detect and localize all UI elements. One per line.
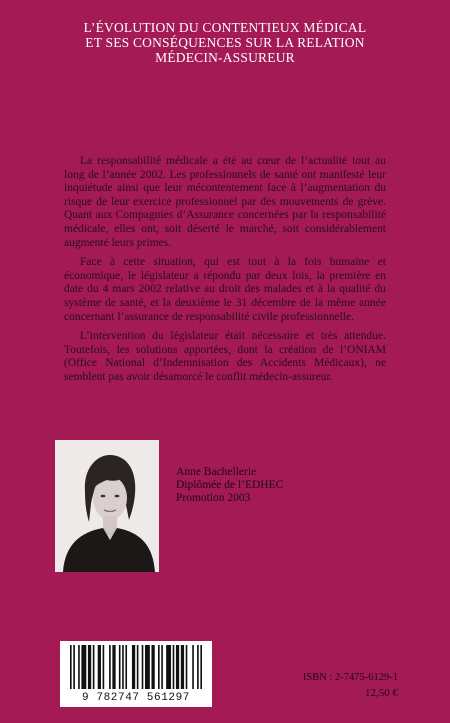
title-line-1: L’ÉVOLUTION DU CONTENTIEUX MÉDICAL [83, 20, 367, 35]
title-line-2: ET SES CONSÉQUENCES SUR LA RELATION [85, 35, 365, 50]
author-photo [55, 440, 159, 572]
author-name: Anne Bachellerie [176, 466, 257, 478]
barcode [60, 641, 212, 707]
summary-text [64, 155, 386, 391]
barcode-digits: 9 782747 561297 [81, 692, 191, 704]
summary-paragraph-3: L’intervention du législateur était nécessaire et très attendue. Toutefois, les solutions apportées, dont la création de l’ONIAM (Office National d’Indemnisation des Accidents Médicaux), ne semblent pas avoir désamorcé le conflit médecin-assureur. [64, 330, 386, 383]
author-portrait-image [55, 440, 159, 572]
book-title [0, 20, 450, 65]
summary-paragraph-1: La responsabilité médicale a été au cœur de l’actualité tout au long de l’année 2002. Les professionnels de santé ont manifesté leur inquiétude ainsi que leur mécontentement face à l’augmentation du risque de leur exercice professionnel par des mouvements de grève. Quant aux Compagnies d’Assurance concernées par la responsabilité médicale, elles ont, soit déserté le marché, soit considérablement augmenté leurs primes. [64, 155, 386, 249]
summary-paragraph-2: Face à cette situation, qui est tout à la fois humaine et économique, le législateur a répondu par deux lois, la première en date du 4 mars 2002 relative au droit des malades et à la qualité du système de santé, et la deuxième le 31 décembre de la même année concernant l’assurance de responsabilité civile professionnelle. [64, 256, 386, 323]
price: 12,50 € [365, 687, 398, 699]
author-degree: Diplômée de l’EDHEC [176, 479, 284, 491]
author-info [176, 466, 283, 505]
author-promotion: Promotion 2003 [176, 492, 251, 504]
barcode-bars-image [70, 645, 202, 689]
title-line-3: MÉDECIN-ASSUREUR [155, 50, 295, 65]
isbn-number: ISBN : 2-7475-6129-1 [302, 672, 398, 683]
